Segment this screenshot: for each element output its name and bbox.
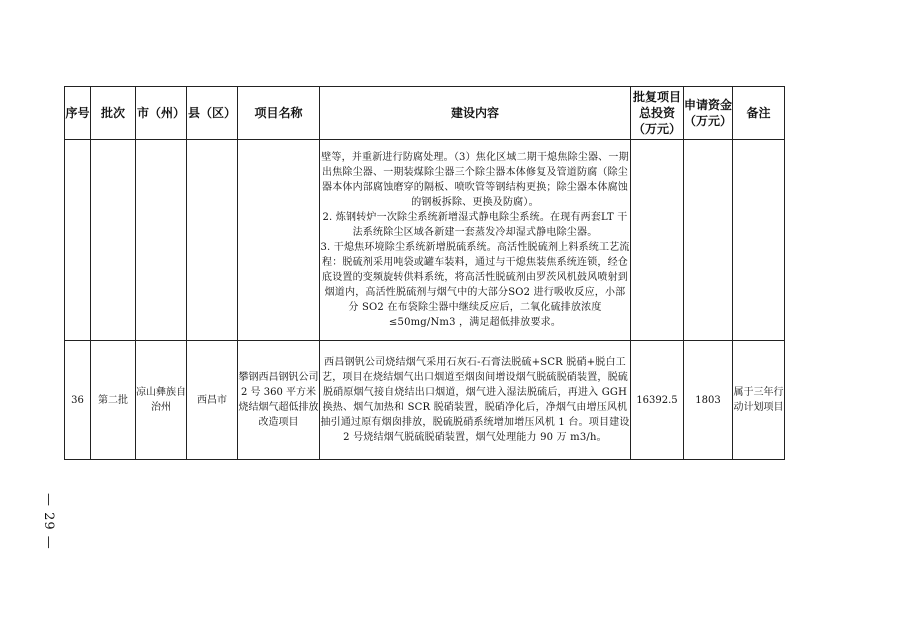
- table-header-row: [65, 87, 785, 140]
- cell-batch: [91, 140, 136, 341]
- cell-content: [320, 140, 631, 341]
- cell-county: 西昌市: [187, 341, 238, 460]
- header-city: 市（州）: [136, 87, 187, 140]
- cell-seq: [65, 140, 91, 341]
- cell-remarks: [733, 140, 785, 341]
- cell-city: 凉山彝族自治州: [136, 341, 187, 460]
- header-batch: 批次: [91, 87, 136, 140]
- header-project-name: 项目名称: [238, 87, 320, 140]
- cell-seq: 36: [65, 341, 91, 460]
- project-table: [64, 86, 785, 460]
- cell-project-name: 攀钢西昌钢钒公司 2 号 360 平方米烧结烟气超低排放改造项目: [238, 341, 320, 460]
- cell-requested-funds: 1803: [684, 341, 733, 460]
- table-row-continued: [65, 140, 785, 341]
- content-paragraph: 2. 炼钢转炉一次除尘系统新增湿式静电除尘系统。在现有两套LT 干法系统除尘区域各新建一套蒸发冷却湿式静电除尘器。: [322, 212, 628, 238]
- content-paragraph: 壁等，并重新进行防腐处理。（3）焦化区域二期干熄焦除尘器、一期出焦除尘器、一期装煤除尘器三个除尘器本体修复及管道防腐（除尘器本体内部腐蚀磨穿的隔板、喷吹管等钢结构更换；除尘器本体腐蚀的钢板拆除、更换及防腐）。: [321, 152, 629, 208]
- page-number: — 29 —: [41, 493, 56, 550]
- cell-approved-investment: [631, 140, 684, 341]
- table-row: [65, 341, 785, 460]
- cell-project-name: [238, 140, 320, 341]
- cell-requested-funds: [684, 140, 733, 341]
- cell-content: 西昌钢钒公司烧结烟气采用石灰石-石膏法脱硫+SCR 脱硝+脱白工艺，项目在烧结烟气出口烟道至烟囱间增设烟气脱硫脱硝装置，脱硫脱硝原烟气接自烧结出口烟道，烟气进入湿法脱硫后，再进入 GGH 换热、烟气加热和 SCR 脱硝装置，脱硝净化后，净烟气由增压风机抽引通过原有烟囱排放，脱硫脱硝系统增加增压风机 1 台。项目建设 2 号烧结烟气脱硫脱硝装置，烟气处理能力 90 万 m3/h。: [320, 341, 631, 460]
- cell-batch: 第二批: [91, 341, 136, 460]
- cell-remarks: 属于三年行动计划项目: [733, 341, 785, 460]
- header-county: 县（区）: [187, 87, 238, 140]
- header-approved-investment: 批复项目总投资（万元）: [631, 87, 684, 140]
- cell-approved-investment: 16392.5: [631, 341, 684, 460]
- header-requested-funds: 申请资金（万元）: [684, 87, 733, 140]
- header-remarks: 备注: [733, 87, 785, 140]
- header-seq: 序号: [65, 87, 91, 140]
- cell-city: [136, 140, 187, 341]
- cell-county: [187, 140, 238, 341]
- content-paragraph: 3. 干熄焦环境除尘系统新增脱硫系统。高活性脱硫剂上料系统工艺流程：脱硫剂采用吨袋或罐车装料，通过与干熄焦装焦系统连锁，经仓底设置的变频旋转供料系统，将高活性脱硫剂由罗茨风机鼓风喷射到烟道内，高活性脱硫剂与烟气中的大部分SO2 进行吸收反应，小部分 SO2 在布袋除尘器中继续反应后，二氧化硫排放浓度≤50mg/Nm3 ，满足超低排放要求。: [320, 242, 630, 328]
- header-content: 建设内容: [320, 87, 631, 140]
